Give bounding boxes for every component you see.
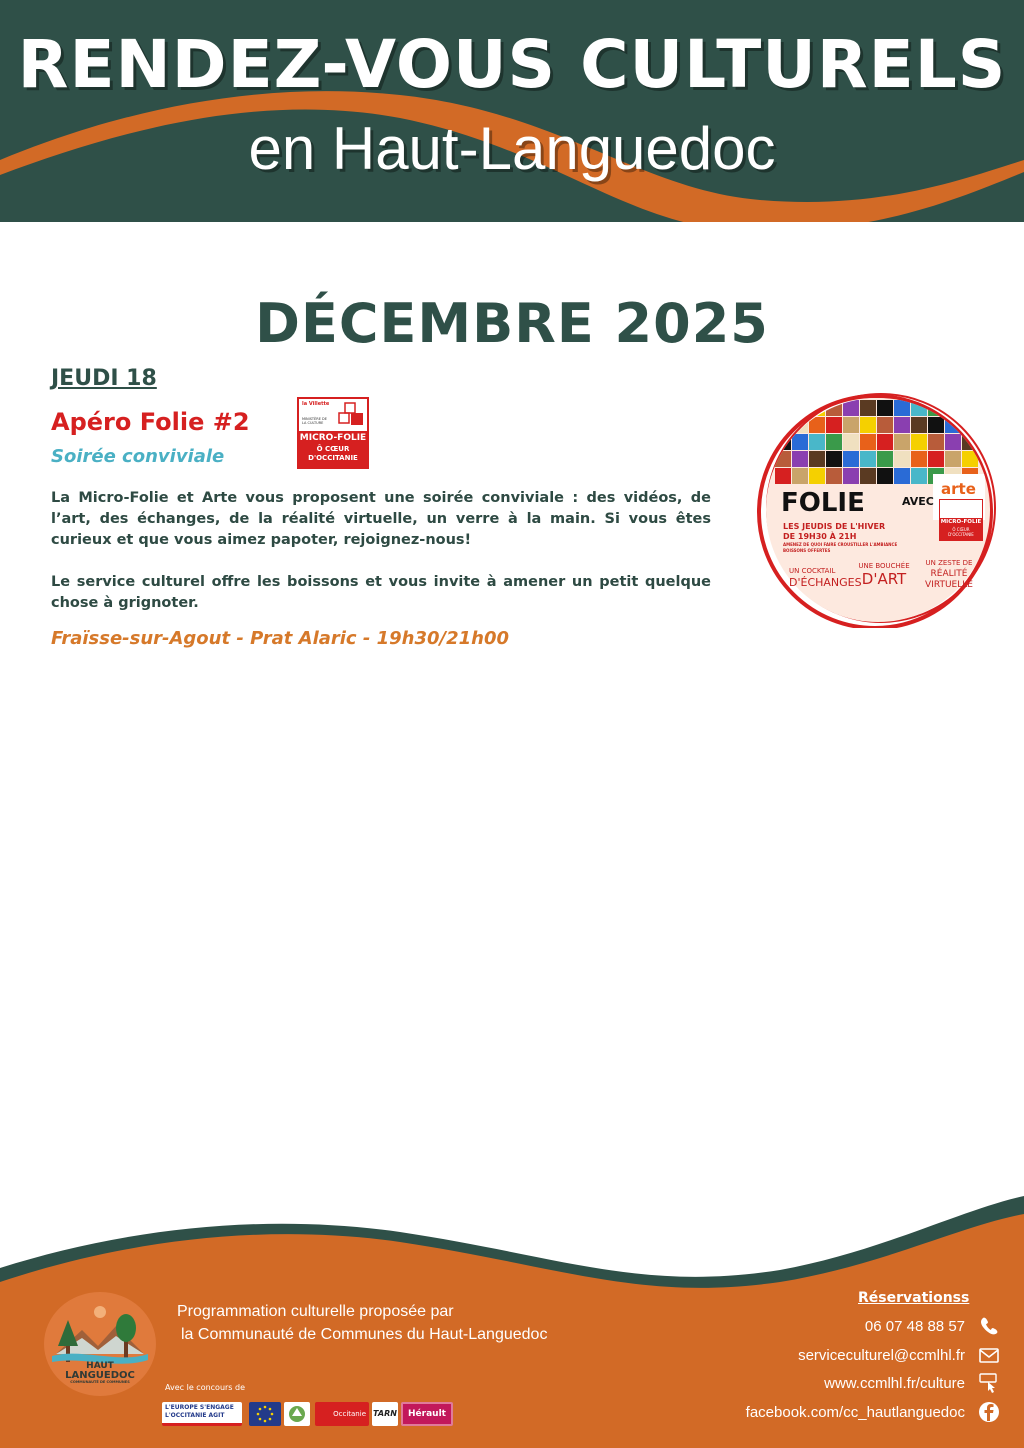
poster-mosaic-tile <box>911 468 927 484</box>
poster-mosaic-tile <box>860 451 876 467</box>
logo-name-2: LANGUEDOC <box>65 1370 135 1381</box>
poster-mosaic-tile <box>894 417 910 433</box>
description-paragraph-2: Le service culturel offre les boissons et vous invite à amener un petit quelque chose à grignoter. <box>51 574 711 611</box>
poster-mf-sub: Ô CŒUR D'OCCITANIE <box>948 527 974 537</box>
landscape-icon <box>42 1290 158 1402</box>
event-day: JEUDI 18 <box>51 366 157 391</box>
eu-stars-icon <box>249 1402 281 1426</box>
poster-mosaic-tile <box>775 400 791 416</box>
haut-languedoc-logo <box>42 1290 158 1402</box>
logo-microfolie-text: MICRO-FOLIE <box>299 433 367 443</box>
partner-leader-logo <box>284 1402 310 1426</box>
poster-mosaic-tile <box>792 451 808 467</box>
poster-col-1a: UN COCKTAIL <box>789 567 836 575</box>
poster-mosaic-tile <box>928 417 944 433</box>
poster-mosaic-tile <box>809 451 825 467</box>
logo-name-1: HAUT <box>86 1361 114 1371</box>
poster-mosaic-tile <box>911 417 927 433</box>
poster-mosaic-tile <box>792 434 808 450</box>
partner-eu-flag-logo <box>249 1402 281 1426</box>
poster-arte-text: arte <box>941 480 976 498</box>
logo-occitanie-text: D'OCCITANIE <box>308 454 358 462</box>
microfolie-logo <box>297 397 369 469</box>
email-icon <box>978 1344 1000 1366</box>
poster-mosaic-tile <box>775 417 791 433</box>
poster-mosaic-tile <box>894 451 910 467</box>
poster-mosaic-tile <box>962 400 978 416</box>
poster-mosaic-tile <box>928 434 944 450</box>
poster-mosaic-tile <box>877 417 893 433</box>
poster-mosaic-tile <box>860 400 876 416</box>
website-click-icon <box>978 1372 1000 1394</box>
poster-mosaic-tile <box>809 434 825 450</box>
poster-col-3 <box>925 558 973 591</box>
poster-mosaic-tile <box>911 434 927 450</box>
poster-mosaic-tile <box>843 434 859 450</box>
poster-mosaic-tile <box>809 417 825 433</box>
logo-villette-text: la Villette <box>302 401 330 407</box>
month-heading: DÉCEMBRE 2025 <box>255 292 769 355</box>
poster-mosaic-tile <box>843 417 859 433</box>
poster-mosaic-tile <box>792 468 808 484</box>
poster-microfolie-logo <box>939 499 983 541</box>
poster-mf-text: MICRO-FOLIE <box>940 519 982 525</box>
poster-mosaic-tile <box>826 434 842 450</box>
poster-col-1 <box>789 566 862 589</box>
poster-mosaic-tile <box>945 451 961 467</box>
poster-col-2a: UNE BOUCHÉE <box>858 562 910 570</box>
poster-mosaic-tile <box>775 468 791 484</box>
header-banner <box>0 0 1024 240</box>
contact-facebook[interactable]: facebook.com/cc_hautlanguedoc <box>745 1404 965 1421</box>
poster-mosaic-tile <box>877 400 893 416</box>
contact-website[interactable]: www.ccmlhl.fr/culture <box>824 1375 965 1392</box>
poster-mosaic-tile <box>928 451 944 467</box>
leader-icon <box>284 1402 310 1426</box>
poster-mosaic-tile <box>945 434 961 450</box>
page-subtitle: en Haut-Languedoc <box>248 115 776 182</box>
poster-mosaic-tile <box>860 468 876 484</box>
partner-occitanie-logo: Occitanie <box>315 1402 369 1426</box>
poster-avec-text: AVEC <box>902 495 934 508</box>
logo-ministry-text: MINISTÈRE DE LA CULTURE <box>302 417 327 425</box>
poster-col-3a: UN ZESTE DE <box>925 559 973 567</box>
facebook-icon <box>978 1401 1000 1423</box>
poster-mosaic-tile <box>860 434 876 450</box>
footer-line-2: la Communauté de Communes du Haut-Languedoc <box>181 1326 548 1343</box>
poster-mosaic-tile <box>826 468 842 484</box>
poster-mosaic-tile <box>826 417 842 433</box>
poster-mosaic-tile <box>877 434 893 450</box>
partner-herault-logo: Hérault <box>401 1402 453 1426</box>
reservations-label: Réservationss <box>858 1290 970 1306</box>
footer-description <box>177 1300 547 1346</box>
cubes-icon <box>337 401 367 429</box>
event-subtitle: Soirée conviviale <box>51 446 225 467</box>
partner-europe-occitanie-logo: L'EUROPE S'ENGAGE L'OCCITANIE AGIT <box>162 1402 242 1426</box>
contact-phone[interactable]: 06 07 48 88 57 <box>864 1318 965 1335</box>
poster-mosaic-tile <box>860 417 876 433</box>
poster-mosaic-tile <box>911 451 927 467</box>
poster-folie-text: FOLIE <box>781 488 865 518</box>
poster-mosaic-tile <box>894 434 910 450</box>
partner-tarn-logo: TARN <box>372 1402 398 1426</box>
logo-coeur-text: Ô CŒUR <box>316 445 350 453</box>
poster-mosaic-tile <box>843 451 859 467</box>
description-paragraph-1: La Micro-Folie et Arte vous proposent une soirée conviviale : des vidéos, de l’art, des échanges, de la réalité virtuelle, un verre à la main. Si vous êtes curieux et que vous aimez papoter, rejoignez-nous! <box>51 490 711 548</box>
event-title: Apéro Folie #2 <box>51 408 250 436</box>
poster-mosaic-tile <box>877 451 893 467</box>
poster-line-2: DE 19H30 À 21H <box>783 532 857 541</box>
concours-label: Avec le concours de <box>165 1383 246 1392</box>
poster-line-1: LES JEUDIS DE L'HIVER <box>783 522 886 531</box>
poster-col-1b: D'ÉCHANGES <box>789 576 862 589</box>
poster-mosaic-tile <box>843 468 859 484</box>
poster-mosaic-tile <box>826 451 842 467</box>
phone-icon <box>978 1315 1000 1337</box>
poster-mosaic-tile <box>945 400 961 416</box>
contact-email[interactable]: serviceculturel@ccmlhl.fr <box>798 1347 965 1364</box>
event-poster-image <box>755 392 1001 628</box>
footer-line-1: Programmation culturelle proposée par <box>177 1303 454 1320</box>
poster-col-2b: D'ART <box>861 570 907 588</box>
poster-col-3b: RÉALITÉ VIRTUELLE <box>925 569 973 590</box>
poster-line-3: AMENEZ DE QUOI FAIRE CROUSTILLER L'AMBIANCE <box>783 542 898 547</box>
poster-mosaic-tile <box>877 468 893 484</box>
poster-mosaic-tile <box>894 400 910 416</box>
poster-mosaic-tile <box>894 468 910 484</box>
poster-line-4: BOISSONS OFFERTES <box>783 548 831 553</box>
event-place-time: Fraïsse-sur-Agout - Prat Alaric - 19h30/21h00 <box>51 628 509 649</box>
logo-name-3: COMMUNAUTÉ DE COMMUNES <box>70 1380 130 1384</box>
poster-col-2 <box>858 560 910 586</box>
poster-info-block <box>783 522 897 554</box>
event-description <box>51 488 711 614</box>
page-title: RENDEZ-VOUS CULTURELS <box>17 26 1007 103</box>
logo-text <box>42 1362 158 1385</box>
poster-mosaic-tile <box>843 400 859 416</box>
poster-mosaic-tile <box>809 468 825 484</box>
poster-mosaic-tile <box>792 400 808 416</box>
